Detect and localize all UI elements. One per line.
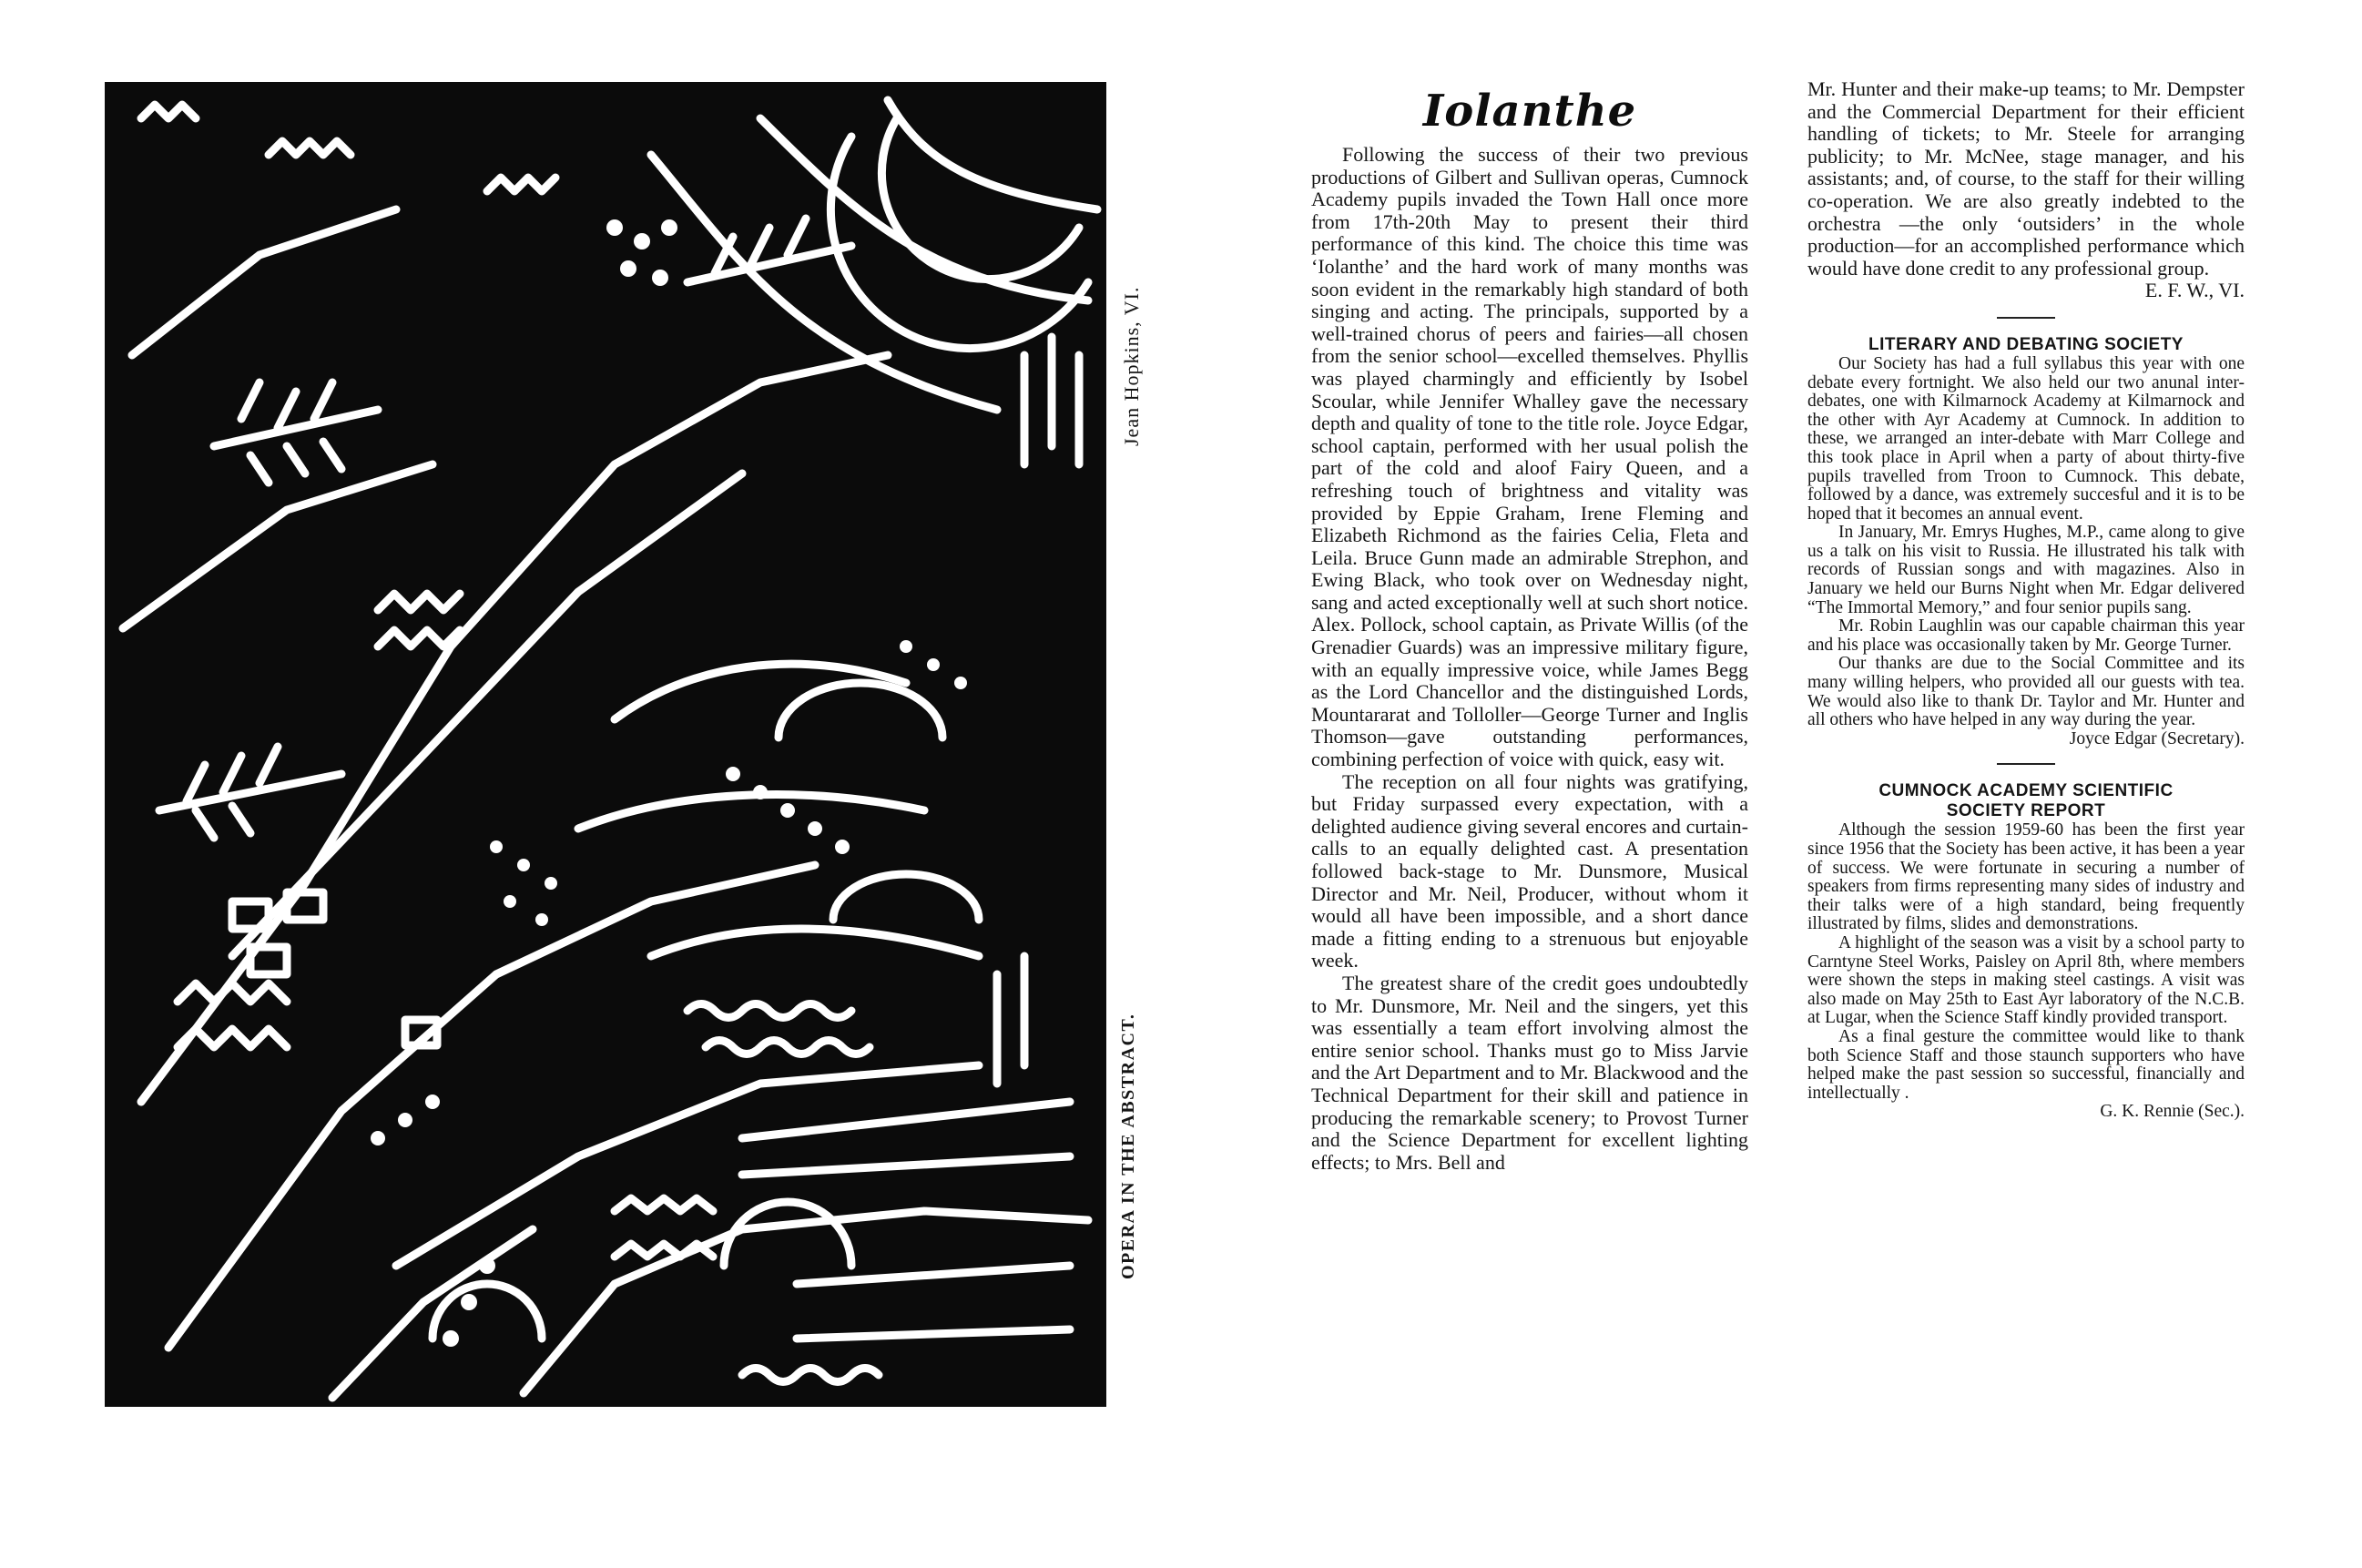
abstract-linocut-icon — [105, 82, 1106, 1407]
scientific-paragraph: Although the session 1959-60 has been the first year since 1956 that the Society has been active, it has been a year of success. We were fortunate in securing a number of speakers from firms representing many sides of industry and their talks were of a high standard, being frequently illustrated by films, slides and demonstrations. — [1807, 820, 2245, 934]
scientific-heading-line2: SOCIETY REPORT — [1946, 801, 2106, 821]
abstract-linocut-artwork — [105, 82, 1106, 1407]
literary-signature: Joyce Edgar (Secretary). — [2069, 728, 2245, 748]
article-column-left — [1311, 84, 1748, 1174]
art-title: OPERA IN THE ABSTRACT. — [1118, 1013, 1138, 1279]
literary-paragraph: In January, Mr. Emrys Hughes, M.P., came along to give us a talk on his visit to Russia. He illustrated his talk with records of Russian songs and with magazines. Also in January we held our Burns Night when Mr. Edgar delivered “The Immortal Memory,” and four senior pupils sang. — [1807, 523, 2245, 617]
article-paragraph: Following the success of their two previous productions of Gilbert and Sullivan operas, Cumnock Academy pupils invaded the Town Hall once more from 17th-20th May to present their third performance of this kind. The choice this time was ‘Iolanthe’ and the hard work of many months was soon evident in the remarkably high standard of both singing and acting. The principals, supported by a well-trained chorus of peers and fairies—all chosen from the senior school—excelled themselves. Phyllis was played charmingly and efficiently by Isobel Scoular, while Jennifer Whalley gave the necessary depth and quality of tone to the title role. Joyce Edgar, school captain, performed with her usual polish the part of the cold and aloof Fairy Queen, and a refreshing touch of brightness and vitality was provided by Eppie Graham, Irene Fleming and Elizabeth Richmond as the fairies Celia, Fleta and Leila. Bruce Gunn made an admirable Strephon, and Ewing Black, who took over on Wednesday night, sang and acted exceptionally well at such short notice. Alex. Pollock, school captain, as Private Willis (of the Grenadier Guards) was an impressive military figure, with an equally impressive voice, while James Begg as the Lord Chancellor and the distinguished Lords, Mountararat and Tolloller—George Turner and Inglis Thomson—gave outstanding performances, combining perfection of voice with quick, easy wit. — [1311, 143, 1748, 771]
scientific-signature: G. K. Rennie (Sec.). — [2100, 1102, 2245, 1122]
section-divider — [1997, 763, 2055, 765]
article-title: Iolanthe — [1422, 86, 1637, 137]
article-column-right — [1807, 78, 2245, 1122]
scientific-body — [1807, 821, 2245, 1122]
scientific-paragraph: A highlight of the season was a visit by a school party to Carntyne Steel Works, Paisley on April 8th, where members were shown the steps in making steel castings. A visit was also made on May 25th to East Ayr laboratory of the N.C.B. at Lugar, when the Science Staff kindly provided transport. — [1807, 932, 2245, 1028]
scientific-heading-line1: CUMNOCK ACADEMY SCIENTIFIC — [1878, 781, 2174, 801]
literary-paragraph: Our thanks are due to the Social Committee and its many willing helpers, who provided all our guests with tea. We would also like to thank Dr. Taylor and Mr. Hunter and all others who have helped in any way during the year. — [1807, 654, 2245, 730]
art-credit: Jean Hopkins, VI. — [1120, 286, 1143, 446]
scientific-paragraph: As a final gesture the committee would like to thank both Science Staff and those staunch supporters who have helped make the past session so successful, financially and intellectually . — [1807, 1026, 2245, 1103]
article-signature: E. F. W., VI. — [2144, 279, 2245, 302]
article-continuation: Mr. Hunter and their make-up teams; to Mr. Dempster and the Commercial Department for their efficient handling of tickets; to Mr. Steele for arranging publicity; to Mr. McNee, stage manager, and his assistants; and, of course, to the staff for their willing co-operation. We are also greatly indebted to the orchestra —the only ‘outsiders’ in the whole production—for an accomplished performance which would have done credit to any professional group. — [1807, 77, 2245, 280]
section-divider — [1997, 317, 2055, 319]
article-paragraph: The reception on all four nights was gratifying, but Friday surpassed every expectation, with a delighted audience giving several encores and curtain-calls to an equally delighted cast. A presentation followed back-stage to Mr. Dunsmore, Musical Director and Mr. Neil, Producer, without whom it would all have been impossible, and a short dance made a fitting ending to a strenuous but enjoyable week. — [1311, 769, 1748, 972]
literary-body — [1807, 355, 2245, 748]
literary-paragraph: Mr. Robin Laughlin was our capable chairman this year and his place was occasionally taken by Mr. George Turner. — [1807, 616, 2245, 655]
article-paragraph: The greatest share of the credit goes undoubtedly to Mr. Dunsmore, Mr. Neil and the singers, yet this was essentially a team effort involving almost the entire senior school. Thanks must go to Miss Jarvie and the Art Department and to Mr. Blackwood and the Technical Department for their skill and patience in producing the remarkable scenery; to Provost Turner and the Science Department for excellent lighting effects; to Mrs. Bell and — [1311, 971, 1748, 1174]
literary-paragraph: Our Society has had a full syllabus this year with one debate every fortnight. We also held our two anunal inter-debates, one with Kilmarnock Academy at Kilmarnock and the other with Ayr Academy at Cumnock. In addition to these, we arranged an inter-debate with Marr College and this took place in April when a party of about thirty-five pupils travelled from Troon to Cumnock. This debate, followed by a dance, was extremely succesful and it is to be hoped that it becomes an annual event. — [1807, 353, 2245, 524]
literary-heading: LITERARY AND DEBATING SOCIETY — [1868, 334, 2184, 354]
